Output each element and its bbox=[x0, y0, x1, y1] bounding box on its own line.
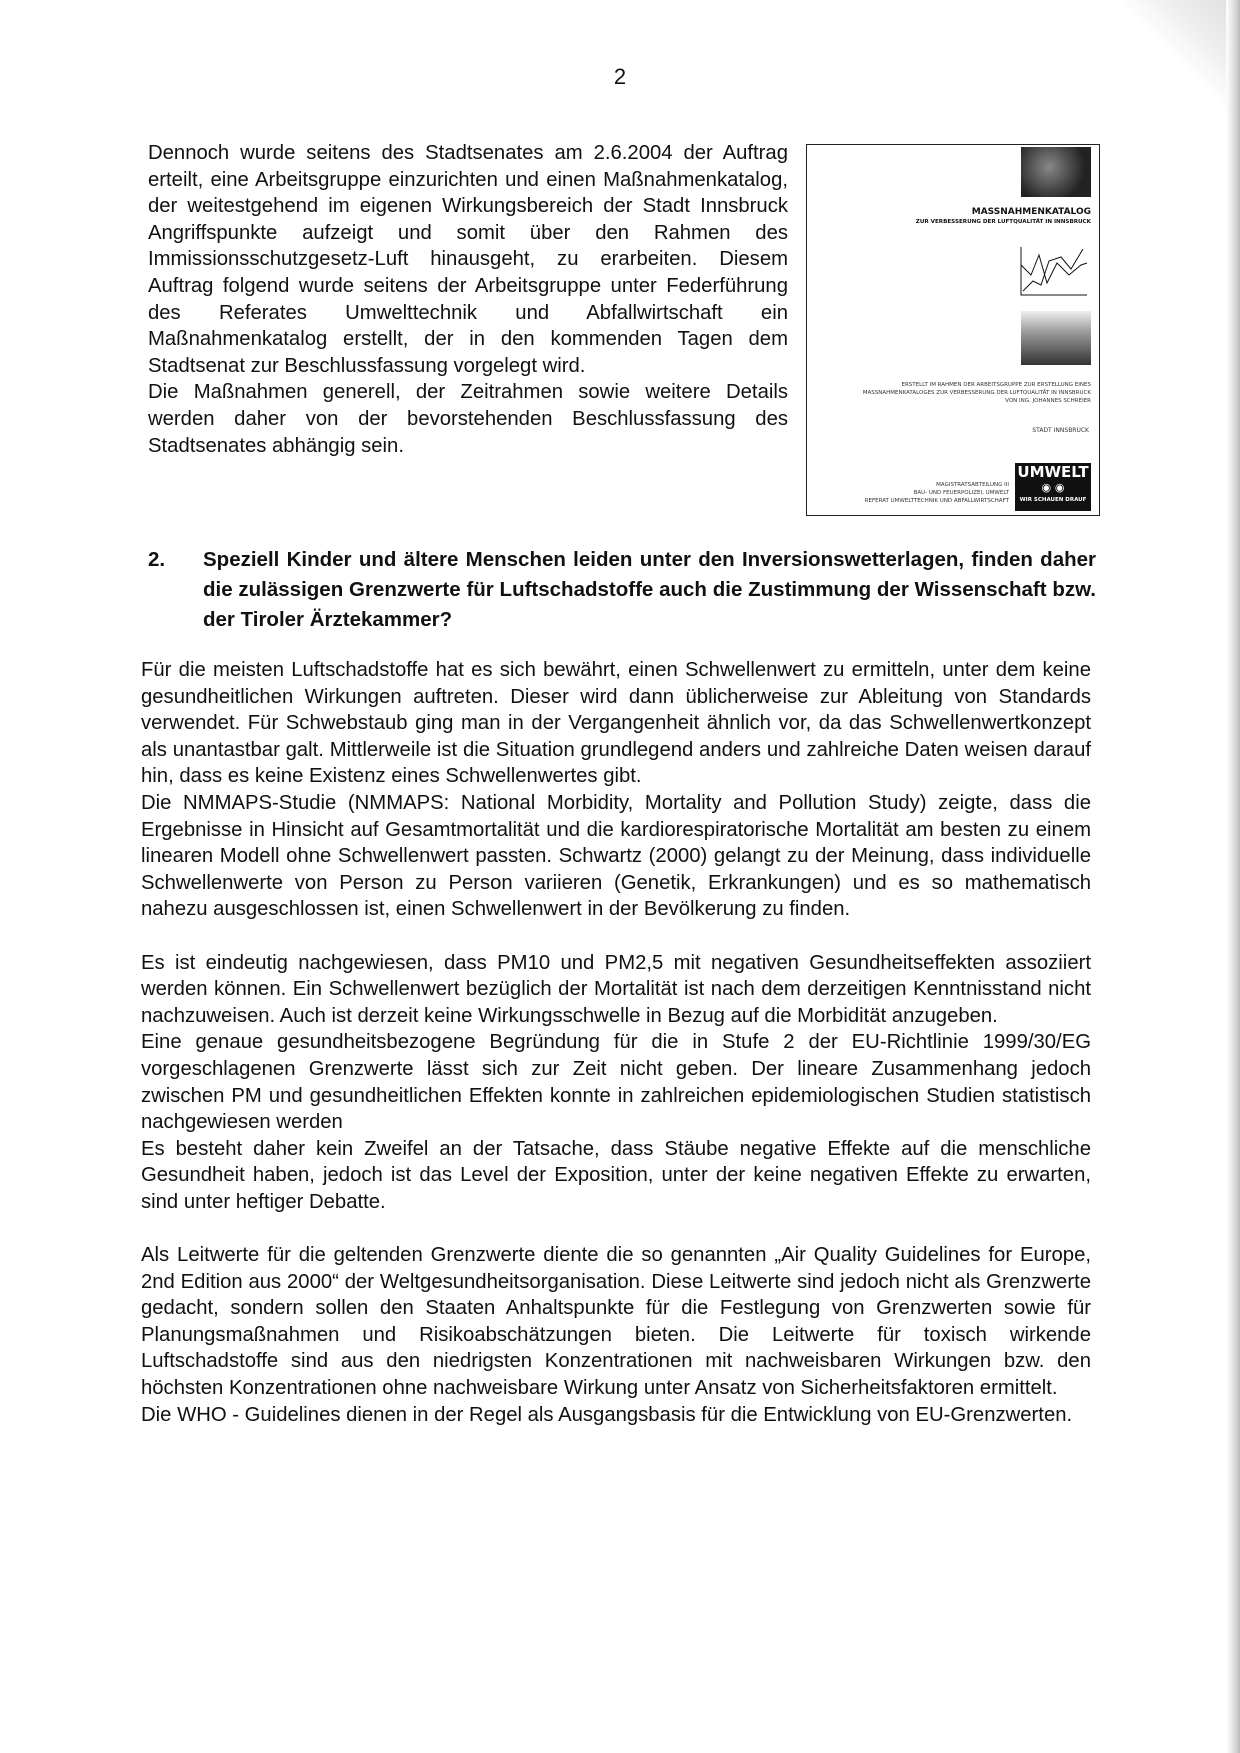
page-number: 2 bbox=[613, 64, 627, 89]
cover-photo-city bbox=[1021, 311, 1091, 365]
question-number: 2. bbox=[148, 548, 166, 571]
logo-slogan: WIR SCHAUEN DRAUF bbox=[1019, 497, 1087, 503]
intro-paragraph bbox=[148, 140, 788, 459]
department-line: BAU- UND FEUERPOLIZEI, UMWELT bbox=[913, 490, 1009, 496]
paragraph: Für die meisten Luftschadstoffe hat es sich bewährt, einen Schwellenwert zu ermitteln, unter dem keine gesundheitlichen Wirkungen auftreten. Dieser wird dann üblicherweise zur Ableitung von Standards verwendet. Für Schwebstaub ging man in der Vergangenheit ähnlich vor, da das Schwellenwertkonzept als unantastbar galt. Mittlerweile ist die Situation grundlegend anders und zahlreiche Daten weisen darauf hin, dass es keine Existenz eines Schwellenwertes gibt. bbox=[141, 659, 1091, 788]
cover-credit: ERSTELLT IM RAHMEN DER ARBEITSGRUPPE ZUR ERSTELLUNG EINES MASSNAHMENKATALOGES ZUR VERBESSERUNG DER LUFTQUALITÄT IN INNSBRUCK VON ING. JOHANNES SCHREIER bbox=[862, 382, 1091, 404]
intro-text-2: Die Maßnahmen generell, der Zeitrahmen sowie weitere Details werden daher von der bevorstehenden Beschlussfassung des Stadtsenates abhängig sein. bbox=[148, 381, 788, 457]
department-line: MAGISTRATSABTEILUNG III bbox=[936, 482, 1009, 488]
paragraph: Es besteht daher kein Zweifel an der Tatsache, dass Stäube negative Effekte auf die menschliche Gesundheit haben, jedoch ist das Level der Exposition, unter der keine negativen Effekte zu erwarten, sind unter heftiger Debatte. bbox=[141, 1137, 1091, 1213]
department-line: REFERAT UMWELTTECHNIK UND ABFALLWIRTSCHAFT bbox=[864, 498, 1009, 504]
cover-photo-top bbox=[1021, 147, 1091, 197]
paragraph: Eine genaue gesundheitsbezogene Begründung für die in Stufe 2 der EU-Richtlinie 1999/30/EG vorgeschlagenen Grenzwerte lässt sich zur Zeit nicht geben. Der lineare Zusammenhang jedoch zwischen PM und gesundheitlichen Effekten konnte in zahlreichen epidemiologischen Studien statistisch nachgewiesen werden bbox=[141, 1031, 1091, 1134]
cover-title: MASSNAHMENKATALOG bbox=[971, 207, 1091, 217]
cover-image-massnahmenkatalog bbox=[806, 144, 1100, 516]
intro-text: Dennoch wurde seitens des Stadtsenates am 2.6.2004 der Auftrag erteilt, eine Arbeitsgruppe einzurichten und einen Maßnahmenkatalog, der weitestgehend im eigenen Wirkungsbereich der Stadt Innsbruck Angriffspunkte aufzeigt und somit über den Rahmen des Immissionsschutzgesetz-Luft hinausgeht, zu erarbeiten. Diesem Auftrag folgend wurde seitens der Arbeitsgruppe unter Federführung des Referates Umwelttechnik und Abfallwirtschaft ein Maßnahmenkatalog erstellt, der in den kommenden Tagen dem Stadtsenat zur Beschlussfassung vorgelegt wird. bbox=[148, 142, 788, 377]
answer-body bbox=[141, 657, 1091, 1428]
question-heading bbox=[148, 545, 1096, 635]
paragraph: Es ist eindeutig nachgewiesen, dass PM10 und PM2,5 mit negativen Gesundheitseffekten assoziiert werden können. Ein Schwellenwert bezüglich der Mortalität ist nach dem derzeitigen Kenntnisstand nicht nachzuweisen. Auch ist derzeit keine Wirkungsschwelle in Bezug auf die Morbidität anzugeben. bbox=[141, 951, 1091, 1027]
paragraph: Als Leitwerte für die geltenden Grenzwerte diente die so genannten „Air Quality Guidelines for Europe, 2nd Edition aus 2000“ der Weltgesundheitsorganisation. Diese Leitwerte sind jedoch nicht als Grenzwerte gedacht, sondern sollen den Staaten Anhaltspunkte für die Festlegung von Grenzwerten sowie für Planungsmaßnahmen und Risikoabschätzungen bieten. Die Leitwerte für toxisch wirkende Luftschadstoffe sind aus den niedrigsten Konzentrationen mit nachweisbaren Wirkungen bzw. den höchsten Konzentrationen ohne nachweisbare Wirkung unter Ansatz von Sicherheitsfaktoren ermittelt. bbox=[141, 1244, 1091, 1400]
logo-text: UMWELT bbox=[1017, 463, 1089, 481]
scan-edge-shading bbox=[1226, 0, 1240, 1753]
cover-subtitle: ZUR VERBESSERUNG DER LUFTQUALITÄT IN INNSBRUCK bbox=[915, 219, 1091, 225]
umwelt-logo bbox=[1015, 463, 1091, 511]
cover-city: STADT INNSBRUCK bbox=[1032, 427, 1089, 434]
paragraph: Die NMMAPS-Studie (NMMAPS: National Morbidity, Mortality and Pollution Study) zeigte, dass die Ergebnisse in Hinsicht auf Gesamtmortalität und die kardiorespiratorische Mortalität am besten zu einem linearen Modell ohne Schwellenwert passten. Schwartz (2000) gelangt zu der Meinung, dass individuelle Schwellenwerte von Person zu Person variieren (Genetik, Erkrankungen) und es so mathematisch nahezu ausgeschlossen ist, einen Schwellenwert in der Bevölkerung zu finden. bbox=[141, 791, 1091, 921]
paragraph: Die WHO - Guidelines dienen in der Regel als Ausgangsbasis für die Entwicklung von EU-Grenzwerten. bbox=[141, 1403, 1073, 1426]
eyes-icon: ◉ ◉ bbox=[1041, 481, 1065, 494]
scan-corner-shading bbox=[1120, 0, 1240, 110]
cover-department bbox=[809, 481, 1009, 505]
cover-line-graph-icon bbox=[1017, 245, 1089, 297]
question-text: Speziell Kinder und ältere Menschen leiden unter den Inversionswetterlagen, finden daher die zulässigen Grenzwerte für Luftschadstoffe auch die Zustimmung der Wissenschaft bzw. der Tiroler Ärztekammer? bbox=[203, 548, 1096, 631]
